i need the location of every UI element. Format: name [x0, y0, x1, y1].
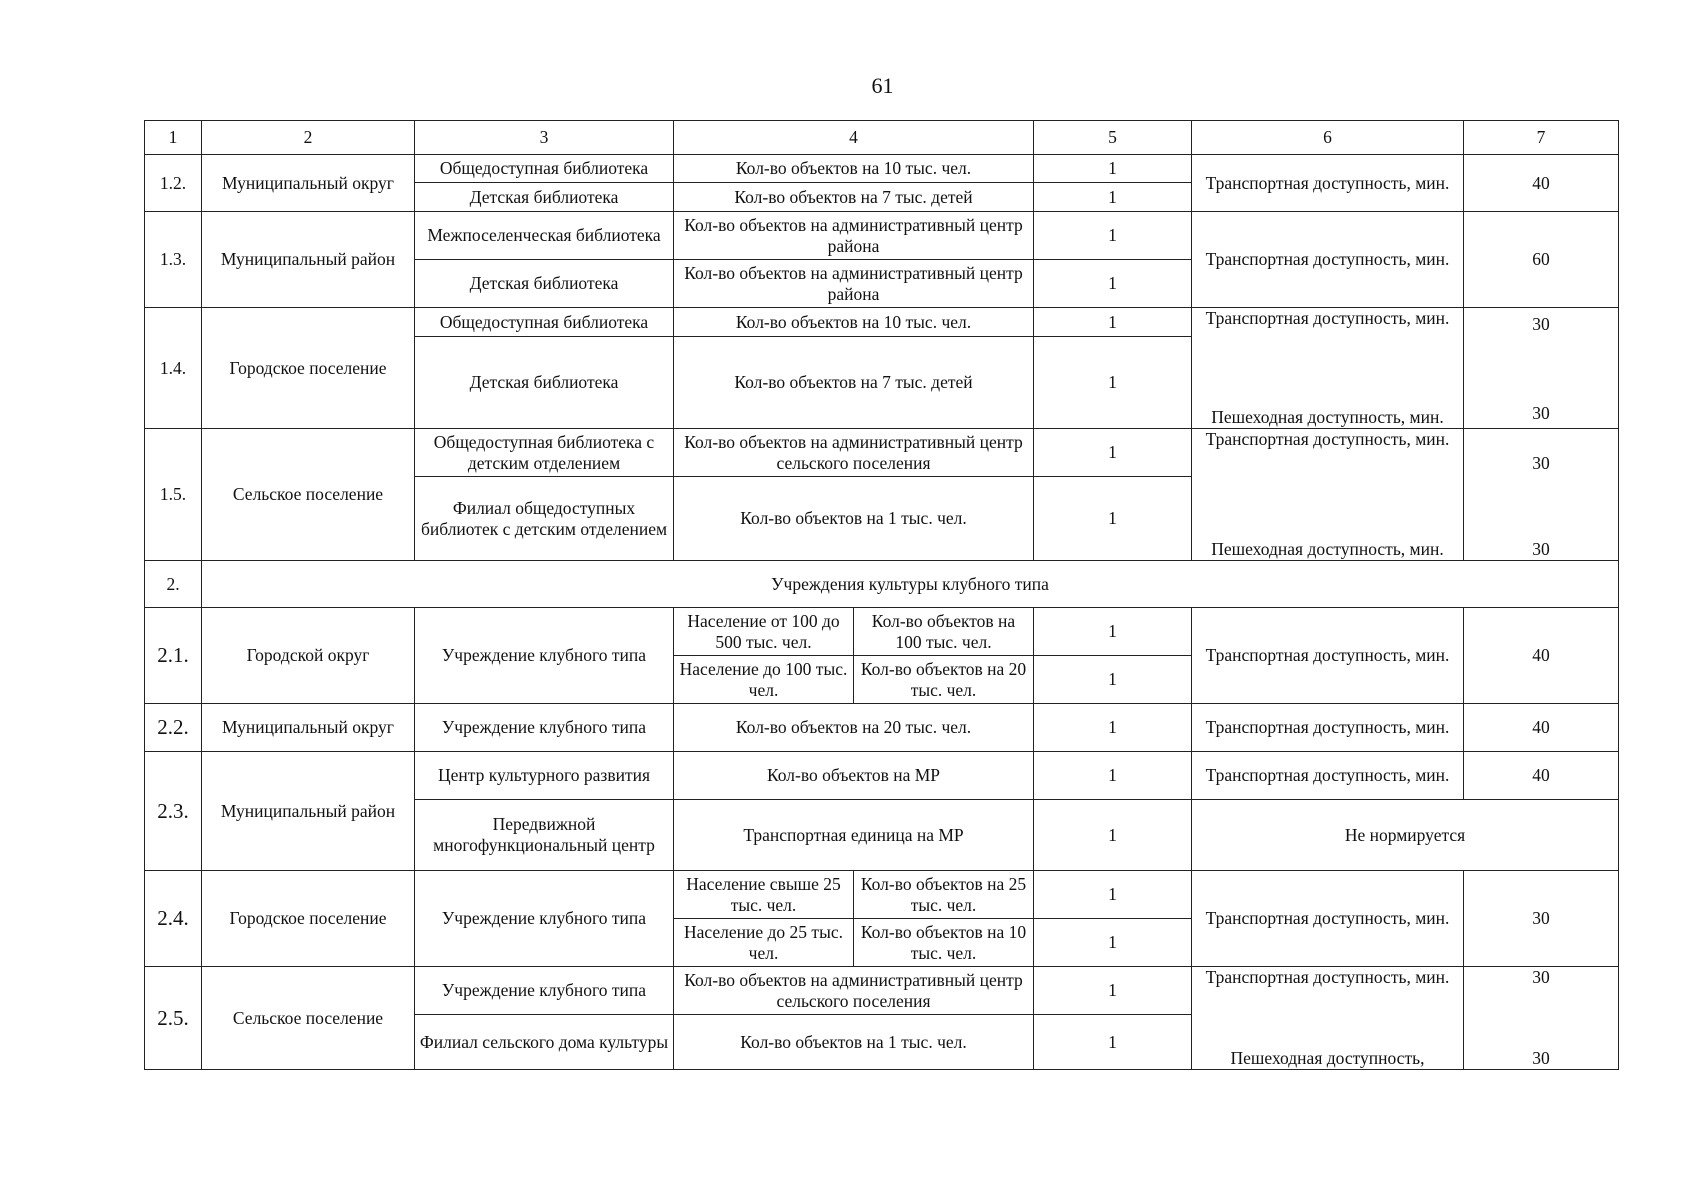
- section-title: Учреждения культуры клубного типа: [202, 561, 1619, 608]
- accessibility: Транспортная доступность, мин.: [1192, 155, 1464, 212]
- value: [1464, 308, 1619, 429]
- table-row: [145, 429, 1619, 477]
- row-number: 2.3.: [145, 752, 202, 871]
- row-number: 1.3.: [145, 212, 202, 308]
- table-row: [145, 704, 1619, 752]
- row-number: 2.1.: [145, 608, 202, 704]
- territory-type: Муниципальный район: [202, 212, 415, 308]
- object-name: Детская библиотека: [415, 337, 674, 429]
- page-number: 61: [871, 73, 894, 98]
- walk-accessibility: Пешеходная доступность,: [1230, 1048, 1425, 1068]
- indicator: Кол-во объектов на МР: [674, 752, 1034, 800]
- object-name: Передвижной многофункциональный центр: [415, 800, 674, 871]
- accessibility: Транспортная доступность, мин.: [1192, 704, 1464, 752]
- territory-type: Сельское поселение: [202, 967, 415, 1070]
- not-regulated-note: Не нормируется: [1192, 800, 1619, 871]
- value-transport: 30: [1532, 967, 1550, 987]
- indicator: Кол-во объектов на 20 тыс. чел.: [674, 704, 1034, 752]
- value-transport: 30: [1532, 453, 1550, 473]
- object-name: Филиал общедоступных библиотек с детским отделением: [415, 477, 674, 561]
- header-row: [145, 121, 1619, 155]
- transport-accessibility: Транспортная доступность, мин.: [1205, 429, 1450, 449]
- row-number: 2.5.: [145, 967, 202, 1070]
- indicator: Кол-во объектов на 25 тыс. чел.: [854, 871, 1034, 919]
- territory-type: Муниципальный округ: [202, 704, 415, 752]
- object-name: Общедоступная библиотека: [415, 155, 674, 183]
- population: Население от 100 до 500 тыс. чел.: [674, 608, 854, 656]
- indicator: Кол-во объектов на 10 тыс. чел.: [674, 155, 1034, 183]
- indicator: Кол-во объектов на административный центр района: [674, 260, 1034, 308]
- count: 1: [1034, 919, 1192, 967]
- table-row: [145, 308, 1619, 337]
- object-name: Межпоселенческая библиотека: [415, 212, 674, 260]
- count: 1: [1034, 155, 1192, 183]
- section-number: 2.: [145, 561, 202, 608]
- table-row: [145, 752, 1619, 800]
- count: 1: [1034, 260, 1192, 308]
- indicator: Кол-во объектов на 1 тыс. чел.: [674, 1015, 1034, 1070]
- value: [1464, 429, 1619, 561]
- section-row: [145, 561, 1619, 608]
- accessibility: Транспортная доступность, мин.: [1192, 608, 1464, 704]
- accessibility: [1192, 967, 1464, 1070]
- table-row: [145, 155, 1619, 183]
- header-cell: 2: [202, 121, 415, 155]
- header-cell: 3: [415, 121, 674, 155]
- count: 1: [1034, 656, 1192, 704]
- indicator: Кол-во объектов на 20 тыс. чел.: [854, 656, 1034, 704]
- accessibility: Транспортная доступность, мин.: [1192, 752, 1464, 800]
- transport-accessibility: Транспортная доступность, мин.: [1205, 967, 1450, 987]
- indicator: Кол-во объектов на 7 тыс. детей: [674, 183, 1034, 212]
- accessibility: [1192, 429, 1464, 561]
- territory-type: Муниципальный район: [202, 752, 415, 871]
- object-name: Общедоступная библиотека: [415, 308, 674, 337]
- object-name: Детская библиотека: [415, 183, 674, 212]
- value-walk: 30: [1532, 403, 1550, 423]
- value: 30: [1464, 871, 1619, 967]
- header-cell: 7: [1464, 121, 1619, 155]
- count: 1: [1034, 337, 1192, 429]
- value: 40: [1464, 752, 1619, 800]
- territory-type: Городское поселение: [202, 871, 415, 967]
- row-number: 1.2.: [145, 155, 202, 212]
- count: 1: [1034, 429, 1192, 477]
- accessibility: Транспортная доступность, мин.: [1192, 212, 1464, 308]
- object-name: Общедоступная библиотека с детским отделением: [415, 429, 674, 477]
- header-cell: 4: [674, 121, 1034, 155]
- value: 40: [1464, 608, 1619, 704]
- indicator: Кол-во объектов на административный центр сельского поселения: [674, 967, 1034, 1015]
- territory-type: Муниципальный округ: [202, 155, 415, 212]
- territory-type: Городское поселение: [202, 308, 415, 429]
- count: 1: [1034, 477, 1192, 561]
- count: 1: [1034, 752, 1192, 800]
- value: [1464, 967, 1619, 1070]
- population: Население до 25 тыс. чел.: [674, 919, 854, 967]
- walk-accessibility: Пешеходная доступность, мин.: [1211, 407, 1444, 427]
- count: 1: [1034, 800, 1192, 871]
- territory-type: Городской округ: [202, 608, 415, 704]
- value-walk: 30: [1532, 539, 1550, 559]
- count: 1: [1034, 308, 1192, 337]
- object-name: Филиал сельского дома культуры: [415, 1015, 674, 1070]
- population: Население свыше 25 тыс. чел.: [674, 871, 854, 919]
- walk-accessibility: Пешеходная доступность, мин.: [1211, 539, 1444, 559]
- value: 60: [1464, 212, 1619, 308]
- object-name: Учреждение клубного типа: [415, 871, 674, 967]
- standards-table: [144, 120, 1619, 1070]
- count: 1: [1034, 1015, 1192, 1070]
- count: 1: [1034, 212, 1192, 260]
- header-cell: 6: [1192, 121, 1464, 155]
- row-number: 1.5.: [145, 429, 202, 561]
- header-cell: 1: [145, 121, 202, 155]
- indicator: Кол-во объектов на 7 тыс. детей: [674, 337, 1034, 429]
- value-walk: 30: [1532, 1048, 1550, 1068]
- object-name: Детская библиотека: [415, 260, 674, 308]
- indicator: Кол-во объектов на 10 тыс. чел.: [674, 308, 1034, 337]
- count: 1: [1034, 871, 1192, 919]
- indicator: Кол-во объектов на 1 тыс. чел.: [674, 477, 1034, 561]
- count: 1: [1034, 608, 1192, 656]
- object-name: Учреждение клубного типа: [415, 704, 674, 752]
- count: 1: [1034, 183, 1192, 212]
- object-name: Центр культурного развития: [415, 752, 674, 800]
- value-transport: 30: [1532, 314, 1550, 334]
- header-cell: 5: [1034, 121, 1192, 155]
- population: Население до 100 тыс. чел.: [674, 656, 854, 704]
- value: 40: [1464, 704, 1619, 752]
- row-number: 1.4.: [145, 308, 202, 429]
- table-row: [145, 608, 1619, 656]
- accessibility: Транспортная доступность, мин.: [1192, 871, 1464, 967]
- indicator: Кол-во объектов на административный центр сельского поселения: [674, 429, 1034, 477]
- object-name: Учреждение клубного типа: [415, 967, 674, 1015]
- table-row: [145, 967, 1619, 1015]
- accessibility: [1192, 308, 1464, 429]
- object-name: Учреждение клубного типа: [415, 608, 674, 704]
- indicator: Кол-во объектов на административный центр района: [674, 212, 1034, 260]
- territory-type: Сельское поселение: [202, 429, 415, 561]
- row-number: 2.2.: [145, 704, 202, 752]
- table-row: [145, 212, 1619, 260]
- transport-accessibility: Транспортная доступность, мин.: [1205, 308, 1450, 328]
- row-number: 2.4.: [145, 871, 202, 967]
- value: 40: [1464, 155, 1619, 212]
- indicator: Транспортная единица на МР: [674, 800, 1034, 871]
- indicator: Кол-во объектов на 10 тыс. чел.: [854, 919, 1034, 967]
- count: 1: [1034, 967, 1192, 1015]
- table-row: [145, 871, 1619, 919]
- indicator: Кол-во объектов на 100 тыс. чел.: [854, 608, 1034, 656]
- count: 1: [1034, 704, 1192, 752]
